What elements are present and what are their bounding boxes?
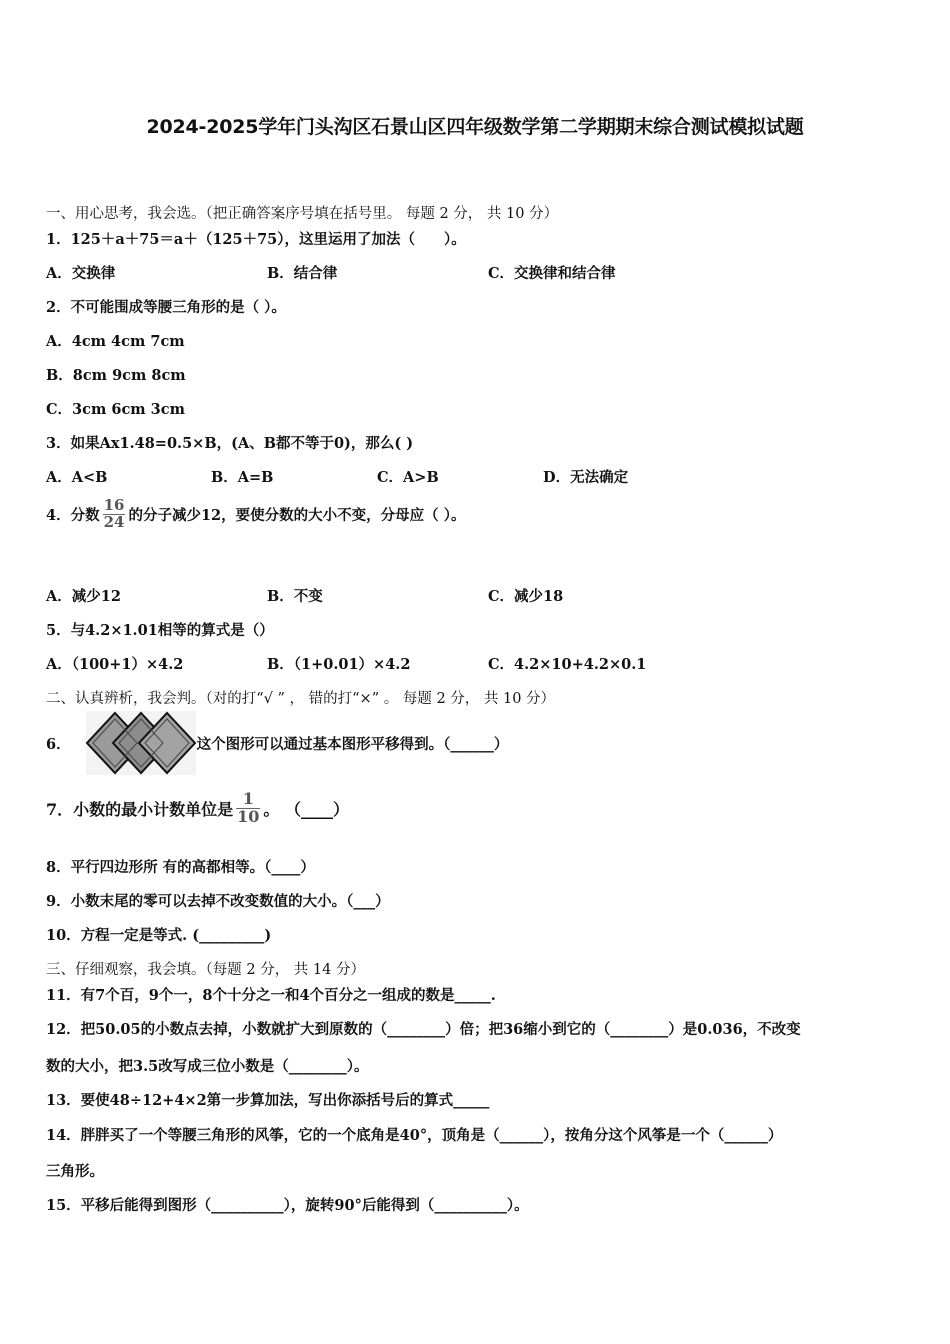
q4-prefix: 4．分数 xyxy=(46,506,100,524)
section-3-heading: 三、仔细观察，我会填。（每题 2 分， 共 14 分） xyxy=(46,962,365,978)
q5-option-a: A．（100+1）×4.2 xyxy=(46,656,184,673)
question-14-line-2: 三角形。 xyxy=(46,1163,104,1180)
question-14-line-1: 14．胖胖买了一个等腰三角形的风筝，它的一个底角是40°，顶角是（______），按角分这个风筝是一个（______） xyxy=(46,1127,783,1144)
question-15: 15．平移后能得到图形（__________），旋转90°后能得到（__________）。 xyxy=(46,1197,529,1214)
q3-option-c: C．A>B xyxy=(377,469,439,486)
q3-option-b: B．A=B xyxy=(211,469,274,486)
question-8: 8．平行四边形所 有的高都相等。（____） xyxy=(46,859,315,876)
q4-option-a: A．减少12 xyxy=(46,588,121,605)
question-4 xyxy=(46,498,465,531)
q5-option-c: C．4.2×10+4.2×0.1 xyxy=(488,656,647,673)
q4-option-b: B．不变 xyxy=(267,588,323,605)
q2-option-a: A．4cm 4cm 7cm xyxy=(46,333,185,350)
q4-option-c: C．减少18 xyxy=(488,588,564,605)
q4-suffix: 的分子减少12，要使分数的大小不变，分母应（ ）。 xyxy=(128,506,466,524)
q1-option-a: A．交换律 xyxy=(46,265,116,282)
q7-suffix: 。 （____） xyxy=(263,799,349,819)
question-10: 10．方程一定是等式. (_________) xyxy=(46,927,272,944)
question-11: 11．有7个百，9个一，8个十分之一和4个百分之一组成的数是_____. xyxy=(46,987,496,1004)
q7-fraction-numerator: 1 xyxy=(242,789,254,808)
q1-option-b: B．结合律 xyxy=(267,265,338,282)
question-9: 9．小数末尾的零可以去掉不改变数值的大小。（___） xyxy=(46,893,390,910)
question-3: 3．如果Ax1.48=0.5×B，(A、B都不等于0)，那么( ) xyxy=(46,435,414,452)
section-1-heading: 一、用心思考，我会选。（把正确答案序号填在括号里。 每题 2 分， 共 10 分） xyxy=(46,206,559,222)
page-title: 2024-2025学年门头沟区石景山区四年级数学第二学期期末综合测试模拟试题 xyxy=(146,116,804,138)
q3-option-d: D．无法确定 xyxy=(543,469,629,486)
q6-statement: 这个图形可以通过基本图形平移得到。（______） xyxy=(196,735,509,753)
q2-option-b: B．8cm 9cm 8cm xyxy=(46,367,186,384)
question-6 xyxy=(46,710,508,776)
q4-fraction xyxy=(103,498,126,531)
q5-option-b: B．（1+0.01）×4.2 xyxy=(267,656,411,673)
section-2-heading: 二、认真辨析，我会判。（对的打“√ ” ， 错的打“×” 。 每题 2 分， 共 10 分） xyxy=(46,691,556,707)
q7-fraction-denominator: 10 xyxy=(237,806,260,826)
translated-diamonds-figure xyxy=(85,710,197,776)
q1-option-c: C．交换律和结合律 xyxy=(488,265,616,282)
q2-option-c: C．3cm 6cm 3cm xyxy=(46,401,185,418)
q6-number: 6． xyxy=(46,735,71,753)
q3-option-a: A．A<B xyxy=(46,469,108,486)
q7-fraction xyxy=(236,791,260,826)
q4-fraction-denominator: 24 xyxy=(103,512,125,531)
question-1: 1．125＋a＋75＝a＋（125＋75），这里运用了加法（ ）。 xyxy=(46,231,466,248)
question-13: 13．要使48÷12+4×2第一步算加法，写出你添括号后的算式_____ xyxy=(46,1092,490,1109)
q4-fraction-numerator: 16 xyxy=(103,496,125,514)
question-12-line-2: 数的大小，把3.5改写成三位小数是（________）。 xyxy=(46,1058,369,1075)
question-12-line-1: 12．把50.05的小数点去掉，小数就扩大到原数的（________）倍；把36缩小到它的（________）是0.036，不改变 xyxy=(46,1021,801,1038)
question-2: 2．不可能围成等腰三角形的是（ ）。 xyxy=(46,299,286,316)
q7-prefix: 7．小数的最小计数单位是 xyxy=(46,799,234,819)
question-5: 5．与4.2×1.01相等的算式是（） xyxy=(46,622,274,639)
question-7 xyxy=(46,791,349,826)
